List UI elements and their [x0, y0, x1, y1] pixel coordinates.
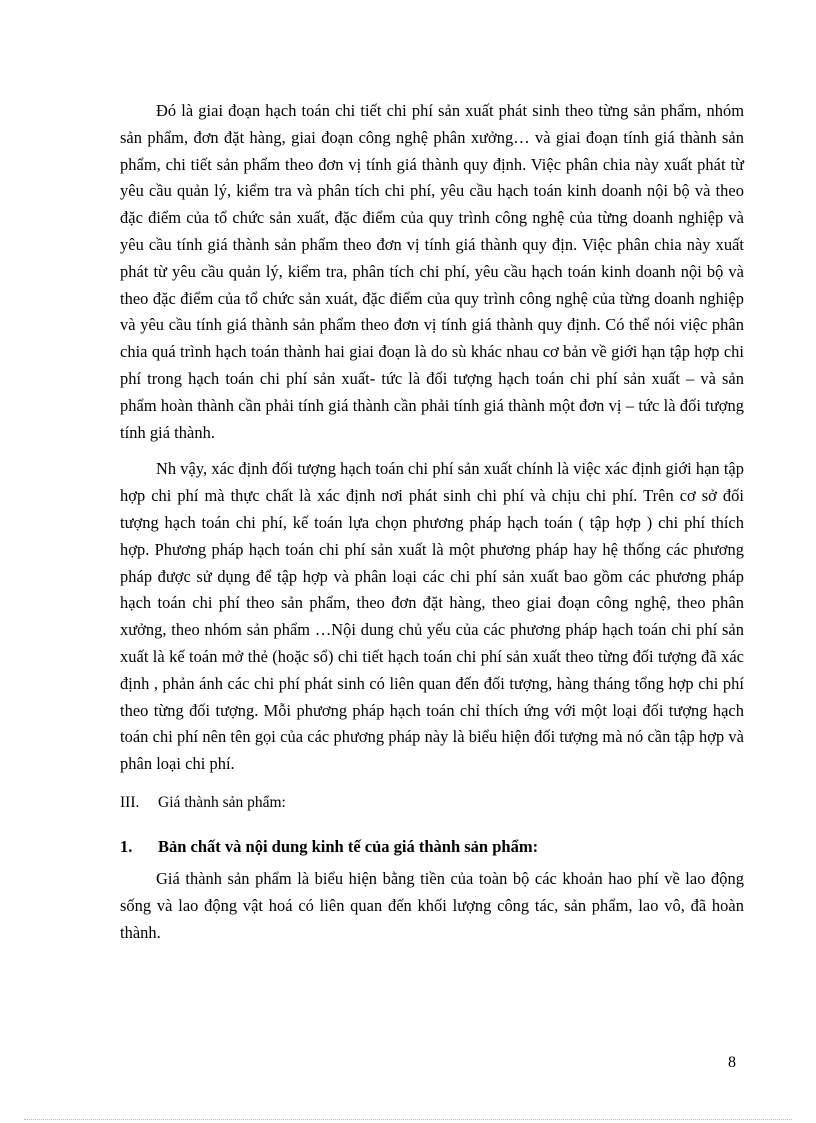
- footer-divider: [24, 1119, 792, 1120]
- body-paragraph-1: Đó là giai đoạn hạch toán chi tiết chi phí sản xuất phát sinh theo từng sản phẩm, nhóm sản phẩm, đơn đặt hàng, giai đoạn công nghệ phân xưởng… và giai đoạn tính giá thành sản phẩm, chi tiết sản phẩm theo đơn vị tính giá thành quy định. Việc phân chia này xuất phát từ yêu cầu quản lý, kiểm tra và phân tích chi phí, yêu cầu hạch toán kinh doanh nội bộ và theo đặc điểm của tổ chức sản xuất, đặc điểm của quy trình công nghệ của từng doanh nghiệp và yêu cầu tính giá thành sản phẩm theo đơn vị tính giá thành quy địn. Việc phân chia này xuất phát từ yêu cầu quản lý, kiểm tra, phân tích chi phí, yêu cầu hạch toán kinh doanh nội bộ và theo đặc điểm của tổ chức sản xuát, đặc điểm của quy trình công nghệ của từng doanh nghiệp và yêu cầu tính giá thành sản phẩm theo đơn vị tính giá thành quy định. Có thể nói việc phân chia quá trình hạch toán thành hai giai đoạn là do sù khác nhau cơ bản về giới hạn tập hợp chi phí trong hạch toán chi phí sản xuất- tức là đối tượng hạch toán chi phí sản xuất – và sản phẩm hoàn thành cần phải tính giá thành cần phải tính giá thành một đơn vị – tức là đối tượng tính giá thành.: [120, 101, 744, 442]
- section-heading: [120, 790, 744, 816]
- page-body: [120, 98, 744, 956]
- page-number: 8: [728, 1054, 736, 1071]
- section-number: III.: [120, 793, 140, 811]
- subsection-heading: [120, 834, 744, 860]
- subsection-number: 1.: [120, 836, 133, 856]
- section-title: Giá thành sản phẩm:: [158, 793, 286, 811]
- body-paragraph-3: Giá thành sản phẩm là biểu hiện bằng tiền của toàn bộ các khoản hao phí về lao động sống và lao động vật hoá có liên quan đến khối lượng công tác, sản phẩm, lao vô, đã hoàn thành.: [120, 868, 744, 942]
- subsection-title: Bản chất và nội dung kinh tế của giá thành sản phẩm:: [158, 836, 539, 856]
- body-paragraph-2: Nh vậy, xác định đối tượng hạch toán chi phí sản xuất chính là việc xác định giới hạn tập hợp chi phí mà thực chất là xác định nơi phát sinh chi phí và chịu chi phí. Trên cơ sở đối tượng hạch toán chi phí, kế toán lựa chọn phương pháp hạch toán ( tập hợp ) chi phí thích hợp. Phương pháp hạch toán chi phí sản xuất là một phương pháp hay hệ thống các phương pháp được sử dụng để tập hợp và phân loại các chi phí sản xuất bao gồm các phương pháp hạch toán chi phí theo sản phẩm, theo đơn đặt hàng, theo giai đoạn công nghệ, theo phân xưởng, theo nhóm sản phẩm …Nội dung chủ yếu của các phương pháp hạch toán chi phí sản xuất là kế toán mở thẻ (hoặc sổ) chi tiết hạch toán chi phí sản xuất theo từng đối tượng đã xác định , phản ánh các chi phí phát sinh có liên quan đến đối tượng, hàng tháng tổng hợp chi phí theo từng đối tượng. Mỗi phương pháp hạch toán chỉ thích ứng với một loại đối tượng hạch toán chi phí nên tên gọi của các phương pháp này là biểu hiện đối tượng mà nó cần tập hợp và phân loại chi phí.: [120, 459, 744, 774]
